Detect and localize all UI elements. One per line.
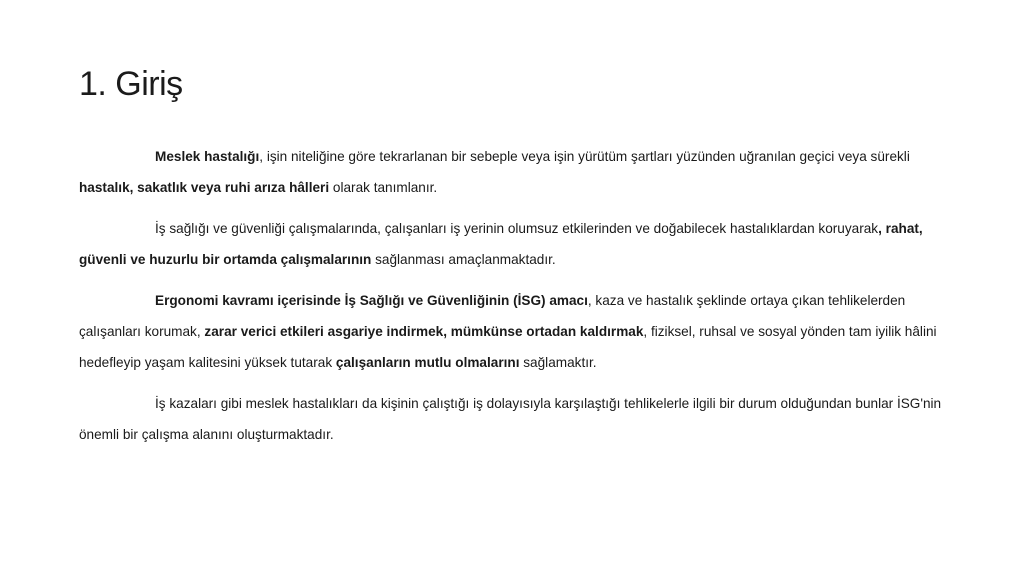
body-text: , fiziksel, ruhsal ve sosyal yönden tam iyilik hâlini hedefleyip yaşam kalitesini yüksek tutarak [79,324,937,370]
body-text: İş kazaları gibi meslek hastalıkları da kişinin çalıştığı iş dolayısıyla karşılaştığı tehlikelerle ilgili bir durum olduğundan bunlar İSG'nin önemli bir çalışma alanını oluşturmaktadır. [79,396,942,442]
bold-text: hastalık, sakatlık veya ruhi arıza hâlleri [79,180,330,195]
body-text: sağlamaktır. [519,355,597,370]
bold-text: Ergonomi kavramı içerisinde İş Sağlığı ve Güvenliğinin (İSG) amacı [155,293,588,308]
bold-text: zarar verici etkileri asgariye indirmek, mümkünse ortadan kaldırmak [204,324,644,339]
body-text: , işin niteliğine göre tekrarlanan bir sebeple veya işin yürütüm şartları yüzünden uğranılan geçici veya sürekli [259,149,910,164]
paragraph-isg-amaci [79,213,947,275]
bold-text: çalışanların mutlu olmalarını [335,355,520,370]
body-text: İş sağlığı ve güvenliği çalışmalarında, çalışanları iş yerinin olumsuz etkilerinden ve doğabilecek hastalıklardan koruyarak [155,221,879,236]
body-text: sağlanması amaçlanmaktadır. [371,252,556,267]
body-text: , kaza ve hastalık şeklinde ortaya çıkan tehlikelerden çalışanları korumak, [79,293,906,339]
bold-text: Meslek hastalığı [155,149,260,164]
slide-body [79,141,947,460]
paragraph-ergonomi [79,285,947,378]
bold-text: , rahat, güvenli ve huzurlu bir ortamda çalışmalarının [79,221,923,267]
paragraph-meslek-hastaligi [79,141,947,203]
slide-title: 1. Giriş [79,65,183,103]
paragraph-is-kazalari [79,388,947,450]
body-text: olarak tanımlanır. [329,180,438,195]
